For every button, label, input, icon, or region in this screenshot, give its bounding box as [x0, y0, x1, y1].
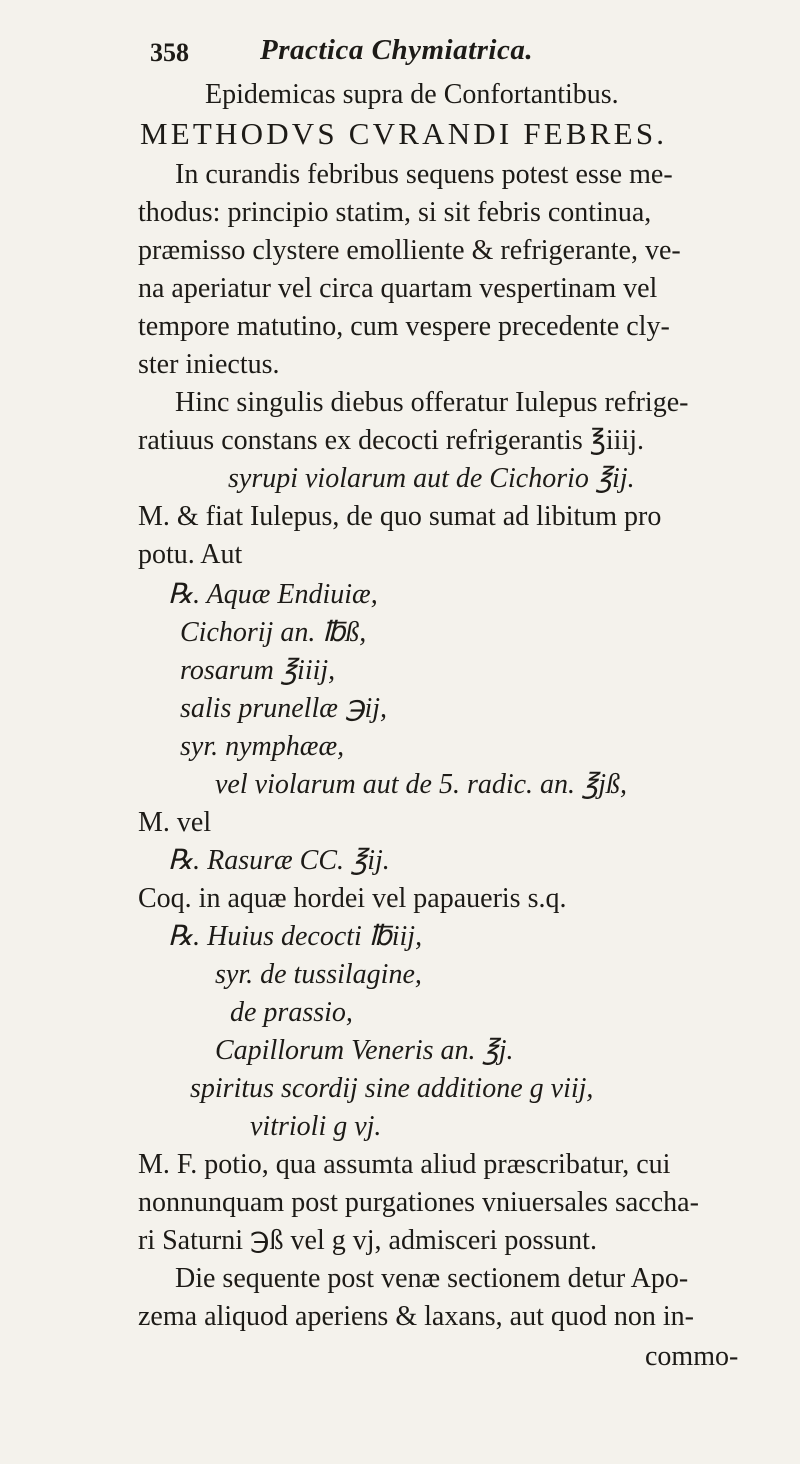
text-line: Die sequente post venæ sectionem detur Apo- [175, 1263, 689, 1294]
page-header [150, 28, 710, 76]
recipe-line: rosarum ℥iiij, [180, 655, 336, 686]
recipe-line: syr. nymphææ, [180, 731, 345, 762]
text-line: ri Saturni ℈ß vel g vj, admisceri possunt. [138, 1225, 597, 1256]
text-line: zema aliquod aperiens & laxans, aut quod non in- [138, 1301, 694, 1332]
text-line: Hinc singulis diebus offeratur Iulepus refrige- [175, 387, 689, 418]
text-line: ratiuus constans ex decocti refrigerantis ℥iiij. [138, 425, 645, 456]
text-line: Coq. in aquæ hordei vel papaueris s.q. [138, 883, 567, 914]
section-title: METHODVS CVRANDI FEBRES. [140, 116, 668, 151]
recipe-line: spiritus scordij sine additione g viij, [190, 1073, 594, 1104]
text-line: Epidemicas supra de Confortantibus. [205, 79, 619, 110]
text-line: thodus: principio statim, si sit febris continua, [138, 197, 652, 228]
recipe-line: ℞. Aquæ Endiuiæ, [168, 579, 378, 610]
recipe-line: ℞. Huius decocti ℔iij, [168, 921, 423, 952]
recipe-line: ℞. Rasuræ CC. ℥ij. [168, 845, 390, 876]
recipe-line: vel violarum aut de 5. radic. an. ℥jß, [215, 769, 628, 800]
page-number: 358 [150, 38, 189, 67]
text-line: præmisso clystere emolliente & refrigerante, ve- [138, 235, 681, 266]
text-line: syrupi violarum aut de Cichorio ℥ij. [228, 463, 635, 494]
text-line: nonnunquam post purgationes vniuersales saccha- [138, 1187, 699, 1218]
text-line: ster iniectus. [138, 349, 280, 380]
recipe-line: de prassio, [230, 997, 353, 1028]
catchword: commo- [645, 1341, 739, 1372]
text-line: potu. Aut [138, 539, 243, 570]
recipe-line: Capillorum Veneris an. ℥j. [215, 1035, 514, 1066]
text-line: tempore matutino, cum vespere precedente cly- [138, 311, 670, 342]
text-line: M. & fiat Iulepus, de quo sumat ad libitum pro [138, 501, 662, 532]
recipe-line: Cichorij an. ℔ß, [180, 617, 367, 648]
running-title: Practica Chymiatrica. [260, 34, 534, 66]
recipe-line: syr. de tussilagine, [215, 959, 422, 990]
text-line: M. F. potio, qua assumta aliud præscribatur, cui [138, 1149, 671, 1180]
text-line: In curandis febribus sequens potest esse me- [175, 159, 673, 190]
text-line: na aperiatur vel circa quartam vespertinam vel [138, 273, 658, 304]
text-line: M. vel [138, 807, 212, 838]
recipe-line: vitrioli g vj. [250, 1111, 382, 1142]
recipe-line: salis prunellæ ℈ij, [180, 693, 388, 724]
